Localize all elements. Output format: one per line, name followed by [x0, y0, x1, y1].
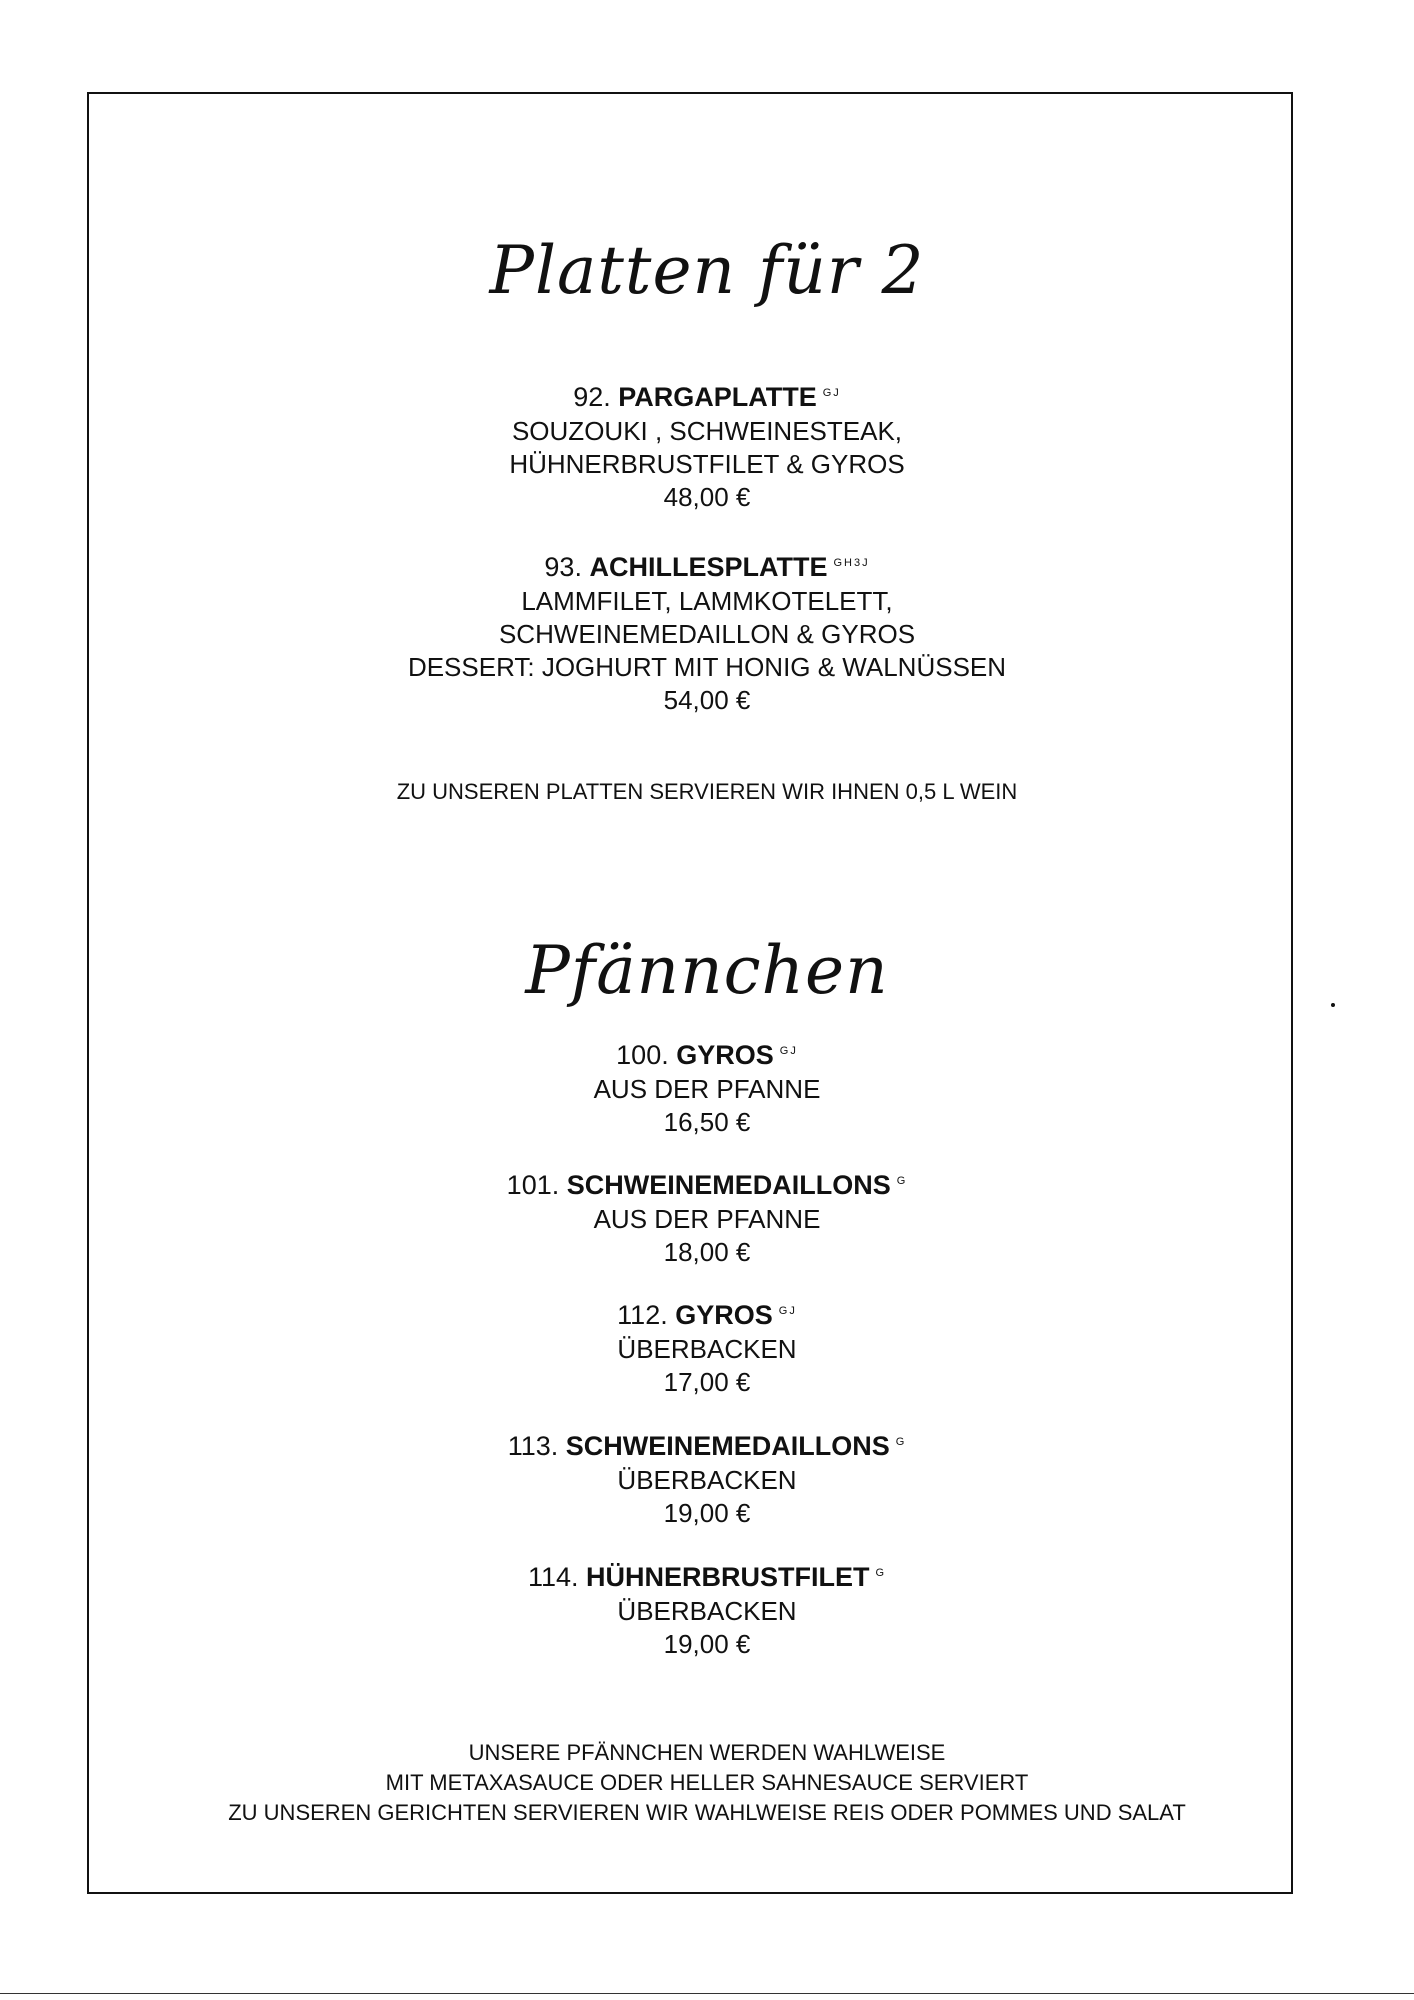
section-note: MIT METAXASAUCE ODER HELLER SAHNESAUCE SERVIERT [385, 1770, 1029, 1795]
menu-item-114 [0, 1555, 1414, 1661]
section-note: ZU UNSEREN GERICHTEN SERVIEREN WIR WAHLWEISE REIS ODER POMMES UND SALAT [228, 1800, 1186, 1825]
item-price: 54,00 € [663, 685, 751, 715]
item-description: ÜBERBACKEN [617, 1596, 797, 1626]
allergen-codes: G [896, 1175, 908, 1187]
item-description: ÜBERBACKEN [617, 1465, 797, 1495]
allergen-codes: GJ [779, 1045, 798, 1057]
item-price: 17,00 € [663, 1367, 751, 1397]
menu-item-title [0, 375, 1414, 415]
item-description: SCHWEINEMEDAILLON & GYROS [498, 619, 916, 649]
item-price: 18,00 € [663, 1237, 751, 1267]
scan-edge-line [0, 1993, 1414, 1994]
item-price: 19,00 € [663, 1498, 751, 1528]
item-description: HÜHNERBRUSTFILET & GYROS [509, 449, 905, 479]
section-heading-pfaennchen: Pfännchen [525, 932, 889, 1009]
menu-item-title [0, 1555, 1414, 1595]
item-number: 113. [507, 1431, 559, 1461]
item-number: 112. [617, 1300, 668, 1330]
allergen-codes: GJ [822, 387, 841, 399]
item-number: 100. [616, 1040, 669, 1070]
item-number: 114. [527, 1562, 579, 1592]
item-number: 92. [573, 382, 611, 412]
menu-item-title [0, 1033, 1414, 1073]
item-description: AUS DER PFANNE [593, 1074, 821, 1104]
item-name: SCHWEINEMEDAILLONS [565, 1431, 890, 1461]
item-number: 93. [544, 552, 582, 582]
item-name: HÜHNERBRUSTFILET [586, 1562, 870, 1592]
item-name: GYROS [676, 1040, 774, 1070]
menu-item-title [0, 1163, 1414, 1203]
item-price: 48,00 € [663, 482, 751, 512]
allergen-codes: G [875, 1567, 887, 1579]
item-name: PARGAPLATTE [618, 382, 817, 412]
section-notes [0, 1738, 1414, 1828]
menu-item-100 [0, 1033, 1414, 1139]
menu-item-92 [0, 375, 1414, 514]
item-name: ACHILLESPLATTE [589, 552, 828, 582]
allergen-codes: GH3J [833, 557, 870, 569]
item-description: SOUZOUKI , SCHWEINESTEAK, [511, 416, 903, 446]
item-description: AUS DER PFANNE [593, 1204, 821, 1234]
menu-item-title [0, 1424, 1414, 1464]
menu-item-113 [0, 1424, 1414, 1530]
item-price: 19,00 € [663, 1629, 751, 1659]
item-price: 16,50 € [663, 1107, 751, 1137]
menu-item-93 [0, 545, 1414, 717]
item-description: ÜBERBACKEN [617, 1334, 797, 1364]
section-note: UNSERE PFÄNNCHEN WERDEN WAHLWEISE [468, 1740, 946, 1765]
scan-speck [1331, 1003, 1335, 1007]
menu-item-title [0, 1293, 1414, 1333]
section-heading-platten: Platten für 2 [489, 232, 925, 309]
item-name: SCHWEINEMEDAILLONS [566, 1170, 891, 1200]
item-description: DESSERT: JOGHURT MIT HONIG & WALNÜSSEN [407, 652, 1007, 682]
item-number: 101. [506, 1170, 560, 1200]
section-note: ZU UNSEREN PLATTEN SERVIEREN WIR IHNEN 0,5 L WEIN [396, 779, 1018, 804]
item-description: LAMMFILET, LAMMKOTELETT, [521, 586, 893, 616]
menu-item-112 [0, 1293, 1414, 1399]
allergen-codes: GJ [778, 1305, 797, 1317]
menu-item-101 [0, 1163, 1414, 1269]
menu-item-title [0, 545, 1414, 585]
allergen-codes: G [895, 1436, 907, 1448]
item-name: GYROS [675, 1300, 773, 1330]
